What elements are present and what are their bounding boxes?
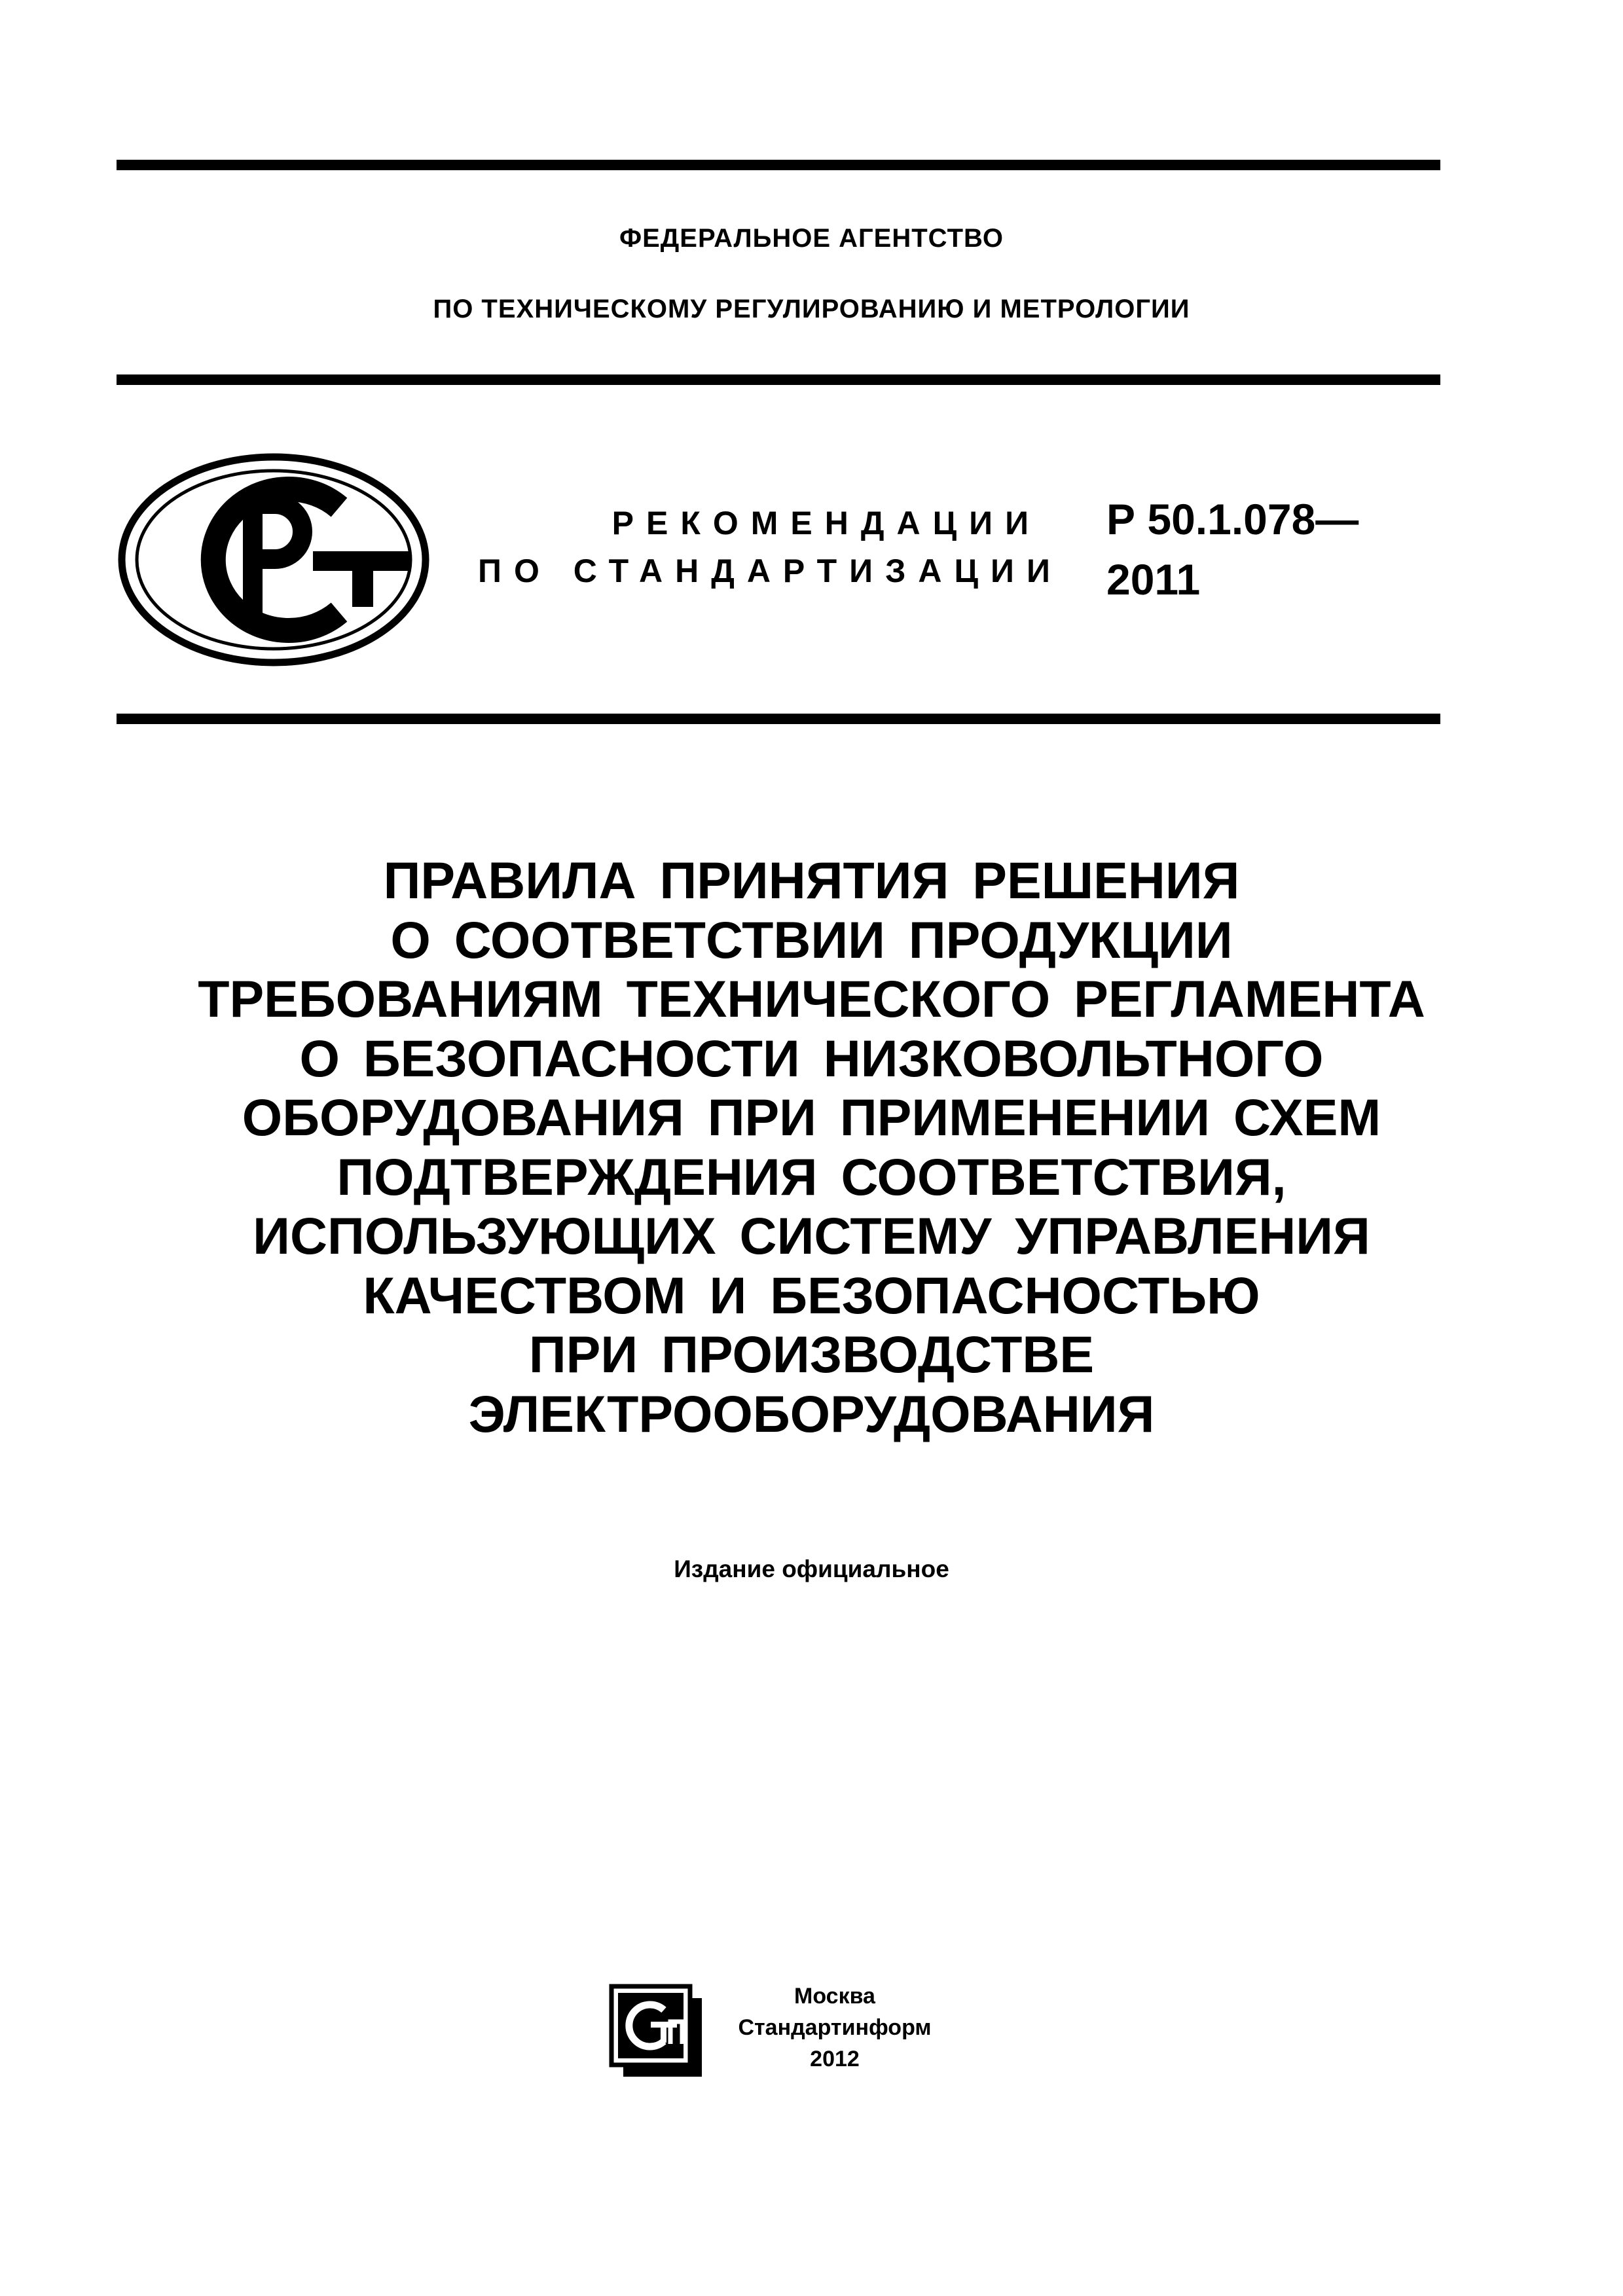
document-number: Р 50.1.078— — [1106, 495, 1359, 543]
agency-name-line1: ФЕДЕРАЛЬНОЕ АГЕНТСТВО — [619, 224, 1004, 253]
publisher-city: Москва — [794, 1984, 875, 2009]
standartinform-logo-icon — [609, 1984, 707, 2082]
publisher-name: Стандартинформ — [738, 2015, 932, 2040]
title-line: ОБОРУДОВАНИЯ ПРИ ПРИМЕНЕНИИ СХЕМ — [242, 1088, 1381, 1146]
document-type-line1: РЕКОМЕНДАЦИИ — [611, 505, 1041, 541]
document-title — [0, 851, 1623, 1444]
document-year: 2011 — [1106, 555, 1201, 604]
title-line: КАЧЕСТВОМ И БЕЗОПАСНОСТЬЮ — [363, 1266, 1260, 1324]
designation-rule — [117, 714, 1440, 724]
top-rule — [117, 160, 1440, 170]
document-type-line2: ПО СТАНДАРТИЗАЦИИ — [478, 553, 1063, 589]
title-line: О СООТВЕТСТВИИ ПРОДУКЦИИ — [390, 910, 1233, 969]
title-line: ЭЛЕКТРООБОРУДОВАНИЯ — [468, 1384, 1155, 1443]
header-rule — [117, 374, 1440, 385]
title-line: О БЕЗОПАСНОСТИ НИЗКОВОЛЬТНОГО — [299, 1029, 1324, 1087]
publisher-block — [714, 1980, 956, 2075]
title-line: ПРАВИЛА ПРИНЯТИЯ РЕШЕНИЯ — [383, 851, 1240, 909]
title-line: ИСПОЛЬЗУЮЩИХ СИСТЕМУ УПРАВЛЕНИЯ — [253, 1207, 1370, 1265]
title-line: ПРИ ПРОИЗВОДСТВЕ — [528, 1325, 1095, 1383]
publisher-year: 2012 — [810, 2047, 860, 2071]
agency-name-line2: ПО ТЕХНИЧЕСКОМУ РЕГУЛИРОВАНИЮ И МЕТРОЛОГИИ — [433, 295, 1190, 323]
title-line: ТРЕБОВАНИЯМ ТЕХНИЧЕСКОГО РЕГЛАМЕНТА — [198, 970, 1425, 1028]
title-line: ПОДТВЕРЖДЕНИЯ СООТВЕТСТВИЯ, — [337, 1147, 1286, 1206]
edition-label: Издание официальное — [674, 1556, 949, 1582]
rst-gost-emblem-icon — [117, 452, 431, 668]
